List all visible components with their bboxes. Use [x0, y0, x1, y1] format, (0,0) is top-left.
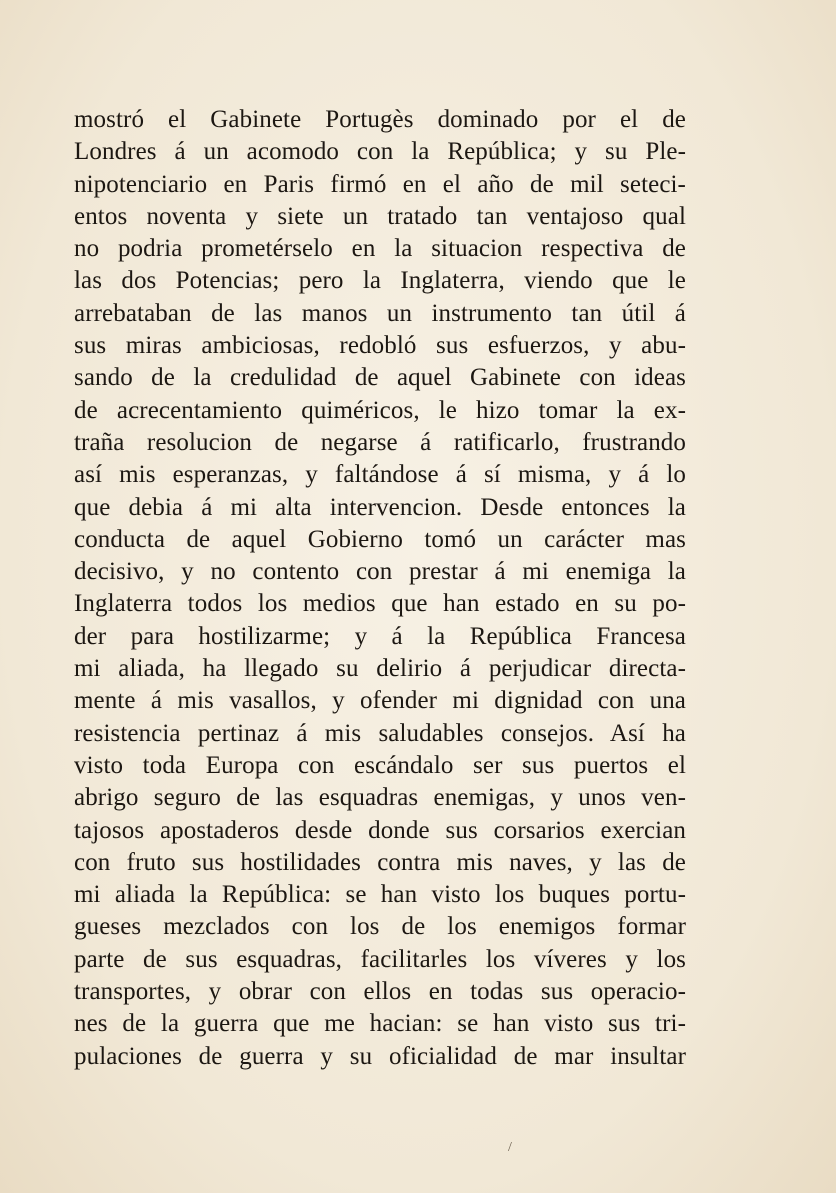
body-text: [74, 104, 686, 1073]
text-line: conducta de aquel Gobierno tomó un carácter mas: [74, 525, 686, 553]
text-line: mostró el Gabinete Portugès dominado por el de: [74, 106, 686, 133]
text-line: decisivo, y no contento con prestar á mi enemiga la: [74, 558, 686, 586]
text-line: las dos Potencias; pero la Inglaterra, viendo que le: [74, 267, 686, 295]
text-line: sus miras ambiciosas, redobló sus esfuerzos, y abu-: [74, 332, 686, 360]
text-line: así mis esperanzas, y faltándose á sí misma, y á lo: [74, 461, 686, 489]
text-line: mi aliada, ha llegado su delirio á perjudicar directa-: [74, 655, 686, 683]
text-line: parte de sus esquadras, facilitarles los víveres y los: [74, 945, 686, 973]
text-line: sando de la credulidad de aquel Gabinete con ideas: [74, 364, 686, 392]
text-line: mente á mis vasallos, y ofender mi dignidad con una: [74, 687, 686, 715]
footer-mark: /: [508, 1140, 512, 1155]
text-line: abrigo seguro de las esquadras enemigas, y unos ven-: [74, 784, 686, 812]
text-line: nipotenciario en Paris firmó en el año de mil seteci-: [74, 170, 686, 198]
text-line: Londres á un acomodo con la República; y su Ple-: [74, 138, 686, 166]
text-line: que debia á mi alta intervencion. Desde entonces la: [74, 493, 686, 521]
text-line: transportes, y obrar con ellos en todas sus operacio-: [74, 978, 686, 1006]
text-line: gueses mezclados con los de los enemigos formar: [74, 913, 686, 941]
text-line: entos noventa y siete un tratado tan ventajoso qual: [74, 202, 686, 230]
text-line: nes de la guerra que me hacian: se han visto sus tri-: [74, 1010, 686, 1038]
text-line: der para hostilizarme; y á la República Francesa: [74, 622, 686, 650]
text-line: de acrecentamiento quiméricos, le hizo tomar la ex-: [74, 396, 686, 424]
text-line: pulaciones de guerra y su oficialidad de mar insultar: [74, 1042, 686, 1070]
text-line: con fruto sus hostilidades contra mis naves, y las de: [74, 848, 686, 876]
text-line: arrebataban de las manos un instrumento tan útil á: [74, 299, 686, 327]
text-line: Inglaterra todos los medios que han estado en su po-: [74, 590, 686, 618]
text-line: resistencia pertinaz á mis saludables consejos. Así ha: [74, 719, 686, 747]
text-line: mi aliada la República: se han visto los buques portu-: [74, 881, 686, 909]
text-line: no podria prometérselo en la situacion respectiva de: [74, 235, 686, 263]
text-line: tajosos apostaderos desde donde sus corsarios exercian: [74, 816, 686, 844]
text-line: visto toda Europa con escándalo ser sus puertos el: [74, 751, 686, 779]
text-line: traña resolucion de negarse á ratificarlo, frustrando: [74, 428, 686, 456]
